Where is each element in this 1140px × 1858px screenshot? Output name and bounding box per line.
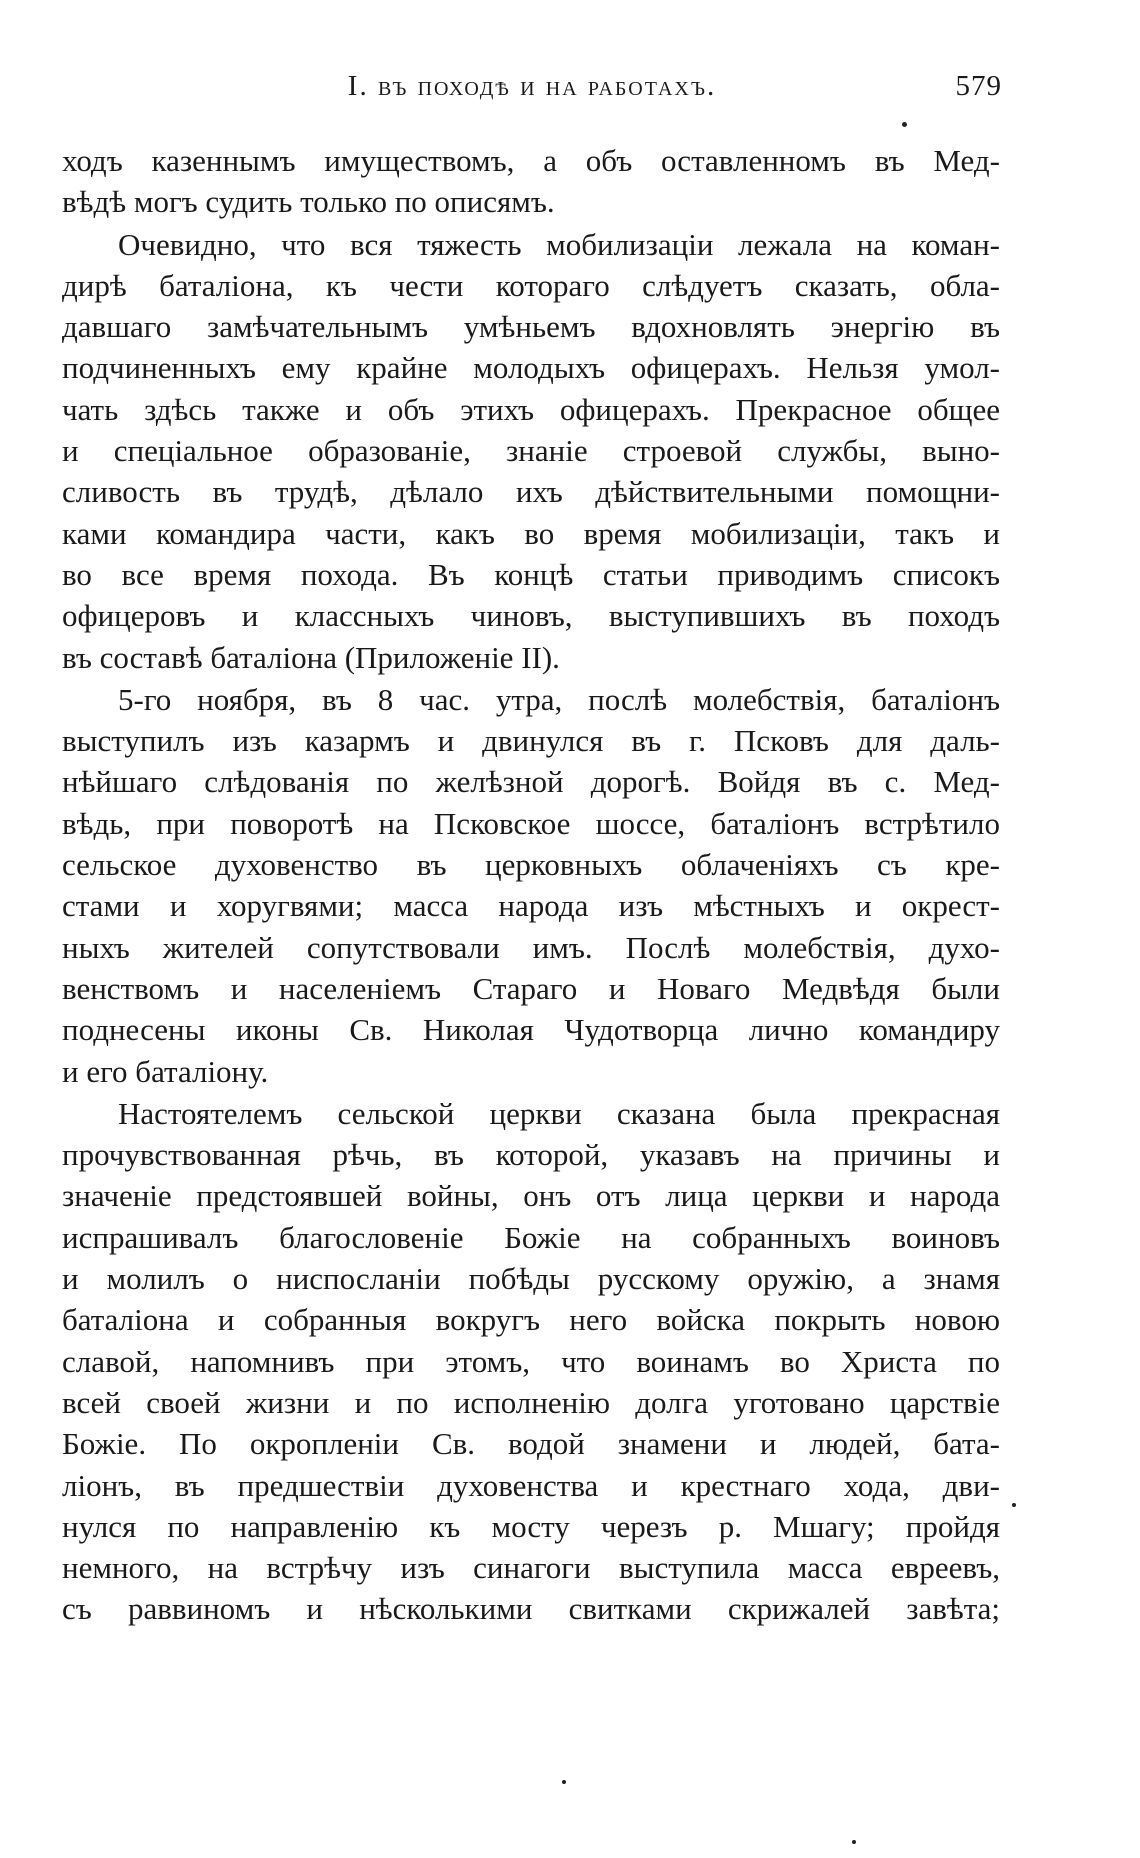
paragraph-3 bbox=[62, 679, 1000, 1092]
text-line: выступилъ изъ казармъ и двинулся въ г. Псковъ для даль- bbox=[62, 723, 1000, 759]
text-line: стами и хоругвями; масса народа изъ мѣстныхъ и окрест- bbox=[62, 888, 1000, 924]
scan-speck bbox=[852, 1840, 856, 1844]
page-number: 579 bbox=[955, 70, 1002, 102]
text-line: баталiона и собранныя вокругъ него войска покрыть новою bbox=[62, 1302, 1000, 1338]
text-line: ходъ казеннымъ имуществомъ, а объ оставленномъ въ Мед- bbox=[62, 143, 1000, 178]
text-line: дирѣ баталiона, къ чести котораго слѣдуетъ сказать, обла- bbox=[62, 267, 1000, 303]
text-line: чать здѣсь также и объ этихъ офицерахъ. Прекрасное общее bbox=[62, 391, 1000, 427]
text-line: славой, напомнивъ при этомъ, что воинамъ во Христа по bbox=[62, 1343, 1000, 1379]
text-line: Настоятелемъ сельской церкви сказана была прекрасная bbox=[118, 1095, 1000, 1131]
text-line: поднесены иконы Св. Николая Чудотворца лично командиру bbox=[62, 1012, 1000, 1048]
text-line: сливость въ трудѣ, дѣлало ихъ дѣйствительными помощни- bbox=[62, 474, 1000, 510]
body-text bbox=[62, 140, 1000, 1630]
text-line: нѣйшаго слѣдованiя по желѣзной дорогѣ. Войдя въ с. Мед- bbox=[62, 764, 1000, 800]
paragraph-1 bbox=[62, 140, 1000, 223]
scan-speck bbox=[902, 122, 907, 127]
text-line: давшаго замѣчательнымъ умѣньемъ вдохновлять энергiю въ bbox=[62, 309, 1000, 345]
running-title: I. въ походѣ и на работахъ. bbox=[347, 70, 717, 102]
text-line: въ составѣ баталiона (Приложенiе II). bbox=[62, 639, 560, 675]
text-line: венствомъ и населенiемъ Стараго и Новаго Медвѣдя были bbox=[62, 970, 1000, 1006]
text-line: прочувствованная рѣчь, въ которой, указавъ на причины и bbox=[62, 1137, 1000, 1173]
text-line: и молилъ о ниспосланiи побѣды русскому оружiю, а знамя bbox=[62, 1261, 1000, 1297]
running-header bbox=[62, 70, 1002, 110]
text-line: нулся по направленiю къ мосту черезъ р. Мшагу; пройдя bbox=[62, 1508, 1000, 1544]
text-line: сельское духовенство въ церковныхъ облаченiяхъ съ кре- bbox=[62, 847, 1000, 883]
scan-speck bbox=[562, 1780, 566, 1784]
text-line: Очевидно, что вся тяжесть мобилизацiи лежала на коман- bbox=[118, 226, 1000, 262]
text-line: значенiе предстоявшей войны, онъ отъ лица церкви и народа bbox=[62, 1178, 1000, 1214]
scan-speck bbox=[1012, 1503, 1016, 1507]
text-line: вѣдь, при поворотѣ на Псковское шоссе, баталiонъ встрѣтило bbox=[62, 805, 1000, 841]
text-line: во все время похода. Въ концѣ статьи приводимъ списокъ bbox=[62, 556, 1000, 592]
text-line: ныхъ жителей сопутствовали имъ. Послѣ молебствiя, духо- bbox=[62, 929, 1000, 965]
text-line: и спецiальное образованiе, знанiе строевой службы, выно- bbox=[62, 433, 1000, 469]
text-line: испрашивалъ благословенiе Божiе на собранныхъ воиновъ bbox=[62, 1219, 1000, 1255]
text-line: офицеровъ и классныхъ чиновъ, выступившихъ въ походъ bbox=[62, 598, 1000, 634]
text-line: ками командира части, какъ во время мобилизацiи, такъ и bbox=[62, 515, 1000, 551]
text-line: и его баталiону. bbox=[62, 1053, 269, 1089]
paragraph-4 bbox=[62, 1093, 1000, 1630]
text-line: подчиненныхъ ему крайне молодыхъ офицерахъ. Нельзя умол- bbox=[62, 350, 1000, 386]
text-line: вѣдѣ могъ судить только по описямъ. bbox=[62, 184, 555, 220]
text-line: 5-го ноября, въ 8 час. утра, послѣ молебствiя, баталiонъ bbox=[118, 681, 1000, 717]
text-line: Божiе. По окропленiи Св. водой знамени и людей, бата- bbox=[62, 1426, 1000, 1462]
text-line: всей своей жизни и по исполненiю долга уготовано царствiе bbox=[62, 1384, 1000, 1420]
text-line: съ раввиномъ и нѣсколькими свитками скрижалей завѣта; bbox=[62, 1591, 1000, 1627]
text-line: лiонъ, въ предшествiи духовенства и крестнаго хода, дви- bbox=[62, 1467, 1000, 1503]
paragraph-2 bbox=[62, 224, 1000, 678]
text-line: немного, на встрѣчу изъ синагоги выступила масса евреевъ, bbox=[62, 1550, 1000, 1586]
